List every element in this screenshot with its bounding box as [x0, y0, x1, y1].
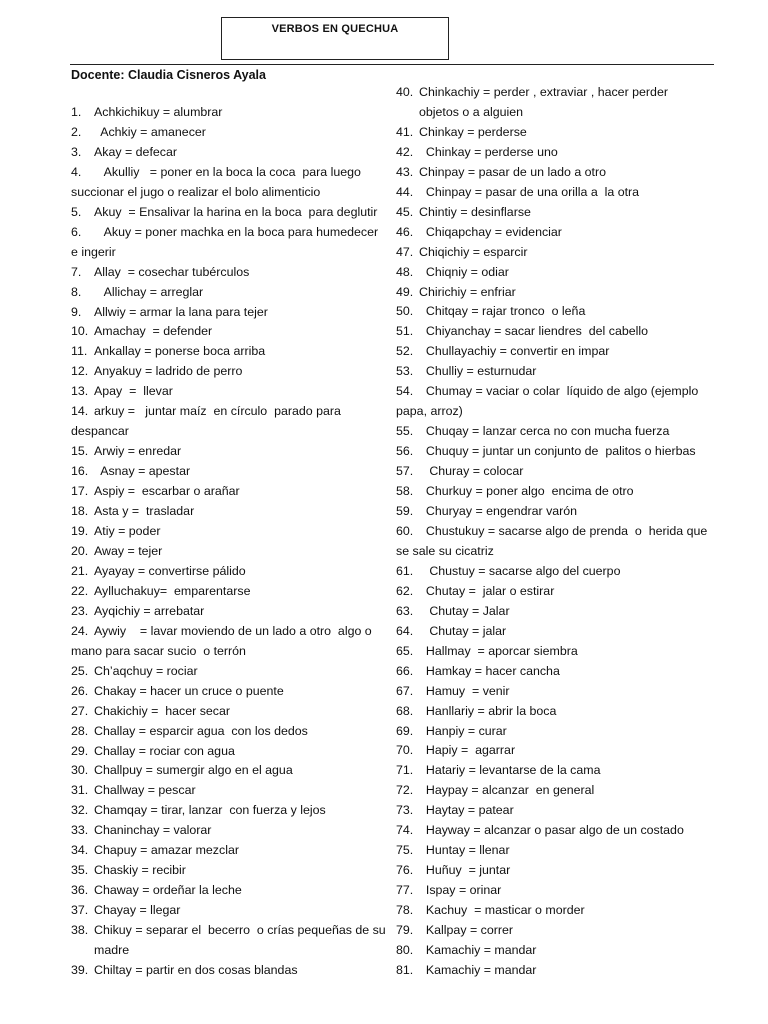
entry-continuation: despancar	[71, 424, 129, 439]
entry-number: 1.	[71, 105, 82, 119]
entry-number: 69.	[396, 723, 414, 738]
verb-entry	[71, 402, 383, 422]
entry-text: Asta y = trasladar	[94, 504, 195, 519]
verb-entry	[71, 841, 383, 861]
entry-number: 51.	[396, 324, 414, 339]
verb-entry	[396, 263, 716, 283]
entry-text: Akulliy = poner en la boca la coca para luego	[94, 164, 361, 179]
verb-entry	[396, 283, 716, 303]
entry-text: Challway = pescar	[94, 783, 196, 798]
entry-text: Apay = llevar	[94, 384, 173, 399]
verb-entry	[396, 522, 716, 542]
entry-text: Kallpay = correr	[419, 923, 514, 938]
entry-text: Hatariy = levantarse de la cama	[419, 763, 601, 778]
entry-number: 47.	[396, 244, 414, 259]
entry-number: 70.	[396, 743, 414, 758]
entry-text: Challay = rociar con agua	[94, 743, 235, 758]
entry-number: 62.	[396, 583, 414, 598]
verb-entry	[396, 442, 716, 462]
entry-number: 61.	[396, 563, 414, 578]
verb-entry	[71, 342, 383, 362]
entry-number: 44.	[396, 184, 414, 199]
entry-text: Chiqichiy = esparcir	[419, 244, 528, 259]
verb-list-left	[71, 103, 386, 981]
verb-entry	[396, 662, 716, 682]
entry-number: 68.	[396, 703, 414, 718]
entry-number: 46.	[396, 224, 414, 239]
entry-number: 10.	[71, 324, 89, 339]
entry-number: 55.	[396, 424, 414, 439]
entry-text: Chitqay = rajar tronco o leña	[419, 304, 586, 319]
entry-text: Hapiy = agarrar	[419, 743, 516, 758]
teacher-name: Docente: Claudia Cisneros Ayala	[71, 68, 266, 82]
verb-entry	[396, 562, 716, 582]
entry-number: 22.	[71, 583, 89, 598]
entry-text: Chiqapchay = evidenciar	[419, 224, 562, 239]
entry-number: 2.	[71, 124, 82, 139]
entry-number: 40.	[396, 85, 414, 99]
entry-text: Aywiy = lavar moviendo de un lado a otro algo o	[94, 623, 372, 638]
entry-text: Chakichiy = hacer secar	[94, 703, 231, 718]
entry-continuation: madre	[94, 943, 130, 958]
verb-entry	[71, 123, 383, 143]
entry-number: 11.	[71, 344, 88, 359]
entry-number: 78.	[396, 903, 414, 918]
entry-number: 48.	[396, 264, 414, 279]
verb-entry	[396, 362, 716, 382]
verb-entry	[396, 582, 716, 602]
entry-text: Allay = cosechar tubérculos	[94, 264, 250, 279]
entry-text: Allwiy = armar la lana para tejer	[94, 304, 268, 319]
entry-text: Kamachiy = mandar	[419, 942, 537, 957]
entry-number: 30.	[71, 763, 89, 778]
entry-number: 54.	[396, 384, 414, 399]
entry-text: Chiltay = partir en dos cosas blandas	[94, 962, 298, 977]
entry-text: Chiqniy = odiar	[419, 264, 509, 279]
verb-entry	[396, 702, 716, 722]
entry-number: 57.	[396, 464, 414, 479]
entry-number: 65.	[396, 643, 414, 658]
entry-text: Chintiy = desinflarse	[419, 204, 531, 219]
entry-text: Chinkay = perderse uno	[419, 144, 558, 159]
verb-entry	[396, 781, 716, 801]
entry-number: 67.	[396, 683, 414, 698]
entry-number: 7.	[71, 264, 82, 279]
entry-text: Amachay = defender	[94, 324, 213, 339]
entry-number: 33.	[71, 823, 89, 838]
document-title: VERBOS EN QUECHUA	[221, 17, 449, 60]
entry-number: 8.	[71, 284, 82, 299]
entry-continuation: objetos o a alguien	[419, 104, 524, 119]
entry-text: Ispay = orinar	[419, 883, 502, 898]
verb-entry	[396, 821, 716, 841]
verb-entry	[396, 203, 716, 223]
entry-text: Chakay = hacer un cruce o puente	[94, 683, 284, 698]
entry-text: Hamuy = venir	[419, 683, 510, 698]
entry-number: 77.	[396, 883, 414, 898]
entry-text: Chaway = ordeñar la leche	[94, 883, 242, 898]
entry-number: 36.	[71, 883, 89, 898]
verb-entry	[396, 741, 716, 761]
entry-text: arkuy = juntar maíz en círculo parado para	[94, 404, 341, 419]
entry-text: Chaskiy = recibir	[94, 863, 186, 878]
entry-text: Ayqichiy = arrebatar	[94, 603, 205, 618]
verb-entry	[396, 881, 716, 901]
entry-number: 58.	[396, 484, 414, 499]
entry-continuation: succionar el jugo o realizar el bolo alimenticio	[71, 184, 321, 199]
verb-entry	[396, 502, 716, 522]
verb-entry	[71, 283, 383, 303]
entry-text: Churay = colocar	[419, 464, 524, 479]
verb-entry	[71, 742, 383, 762]
entry-number: 25.	[71, 663, 89, 678]
entry-text: Atiy = poder	[94, 524, 161, 539]
verb-entry	[396, 761, 716, 781]
verb-entry	[396, 302, 716, 322]
verb-entry	[396, 382, 716, 402]
verb-entry	[71, 961, 383, 981]
entry-continuation: papa, arroz)	[396, 404, 463, 419]
entry-text: Chikuy = separar el becerro o crías pequeñas de su	[94, 923, 386, 938]
verb-entry	[396, 921, 716, 941]
verb-entry	[396, 143, 716, 163]
verb-entry	[396, 163, 716, 183]
entry-number: 21.	[71, 563, 89, 578]
verb-entry	[71, 502, 383, 522]
entry-text: Chaninchay = valorar	[94, 823, 212, 838]
verb-entry	[71, 382, 383, 402]
entry-number: 74.	[396, 823, 414, 838]
verb-entry	[396, 722, 716, 742]
verb-entry	[71, 442, 383, 462]
entry-number: 35.	[71, 863, 89, 878]
entry-continuation: mano para sacar sucio o terrón	[71, 643, 246, 658]
entry-number: 34.	[71, 843, 89, 858]
entry-text: Chiyanchay = sacar liendres del cabello	[419, 324, 649, 339]
entry-text: Allichay = arreglar	[94, 284, 204, 299]
entry-text: Huñuy = juntar	[419, 863, 511, 878]
verb-entry	[71, 761, 383, 781]
verb-entry	[71, 921, 386, 941]
verb-entry	[71, 203, 383, 223]
entry-text: Challay = esparcir agua con los dedos	[94, 723, 308, 738]
verb-entry	[71, 322, 383, 342]
verb-entry	[71, 263, 383, 283]
entry-number: 9.	[71, 304, 82, 319]
verb-entry	[71, 462, 383, 482]
entry-text: Hallmay = aporcar siembra	[419, 643, 578, 658]
entry-number: 38.	[71, 923, 89, 938]
entry-number: 19.	[71, 524, 89, 539]
verb-entry	[71, 901, 383, 921]
verb-entry	[396, 342, 716, 362]
entry-text: Chamqay = tirar, lanzar con fuerza y lejos	[94, 803, 326, 818]
entry-number: 73.	[396, 803, 414, 818]
entry-continuation: se sale su cicatriz	[396, 543, 494, 558]
verb-entry	[71, 582, 383, 602]
entry-number: 64.	[396, 623, 414, 638]
entry-number: 5.	[71, 204, 82, 219]
entry-text: Challpuy = sumergir algo en el agua	[94, 763, 293, 778]
entry-text: Chustukuy = sacarse algo de prenda o herida que	[419, 523, 708, 538]
verb-entry	[71, 662, 383, 682]
verb-entry	[396, 83, 716, 103]
entry-text: Kamachiy = mandar	[419, 962, 537, 977]
entry-text: Akay = defecar	[94, 144, 177, 159]
entry-number: 66.	[396, 663, 414, 678]
verb-entry	[71, 103, 383, 123]
verb-entry	[396, 602, 716, 622]
entry-continuation: e ingerir	[71, 244, 116, 259]
entry-text: Hamkay = hacer cancha	[419, 663, 560, 678]
entry-text: Chutay = Jalar	[419, 603, 510, 618]
verb-entry	[396, 322, 716, 342]
verb-entry	[71, 801, 383, 821]
entry-number: 24.	[71, 623, 89, 638]
entry-number: 52.	[396, 344, 414, 359]
entry-text: Chinkay = perderse	[419, 124, 527, 139]
entry-text: Akuy = poner machka en la boca para humedecer	[94, 224, 379, 239]
entry-text: Aylluchakuy= emparentarse	[94, 583, 251, 598]
verb-entry	[396, 243, 716, 263]
verb-list-right	[396, 83, 716, 981]
entry-number: 15.	[71, 444, 89, 459]
entry-text: Aspiy = escarbar o arañar	[94, 484, 240, 499]
verb-entry	[71, 821, 383, 841]
entry-number: 37.	[71, 903, 89, 918]
verb-entry	[71, 702, 383, 722]
entry-number: 29.	[71, 743, 89, 758]
entry-number: 72.	[396, 783, 414, 798]
entry-text: Huntay = llenar	[419, 843, 510, 858]
verb-entry	[71, 303, 383, 323]
entry-text: Churyay = engendrar varón	[419, 504, 578, 519]
entry-text: Achkiy = amanecer	[94, 124, 206, 139]
verb-entry	[396, 901, 716, 921]
entry-text: Chullayachiy = convertir en impar	[419, 344, 610, 359]
entry-text: Chumay = vaciar o colar líquido de algo (ejemplo	[419, 384, 699, 399]
entry-text: Churkuy = poner algo encima de otro	[419, 484, 634, 499]
verb-entry	[71, 223, 383, 243]
verb-entry	[396, 422, 716, 442]
verb-entry	[71, 622, 383, 642]
entry-number: 26.	[71, 683, 89, 698]
entry-number: 31.	[71, 783, 89, 798]
entry-number: 23.	[71, 603, 89, 618]
entry-number: 50.	[396, 304, 414, 319]
verb-entry	[396, 223, 716, 243]
verb-entry	[396, 622, 716, 642]
verb-entry	[396, 961, 716, 981]
entry-text: Chayay = llegar	[94, 903, 181, 918]
verb-entry	[71, 602, 383, 622]
verb-entry	[71, 362, 383, 382]
entry-number: 39.	[71, 962, 89, 977]
entry-number: 49.	[396, 284, 414, 299]
entry-number: 16.	[71, 464, 89, 479]
verb-entry	[396, 183, 716, 203]
verb-entry	[71, 482, 383, 502]
entry-number: 63.	[396, 603, 414, 618]
entry-number: 53.	[396, 364, 414, 379]
entry-text: Chinpay = pasar de un lado a otro	[419, 164, 607, 179]
verb-entry	[396, 462, 716, 482]
entry-text: Anyakuy = ladrido de perro	[94, 364, 243, 379]
verb-entry	[71, 143, 383, 163]
entry-number: 75.	[396, 843, 414, 858]
entry-text: Chapuy = amazar mezclar	[94, 843, 239, 858]
entry-number: 56.	[396, 444, 414, 459]
entry-number: 18.	[71, 504, 89, 519]
entry-number: 43.	[396, 164, 414, 179]
entry-number: 32.	[71, 803, 89, 818]
entry-text: Achkichikuy = alumbrar	[94, 105, 223, 119]
verb-entry	[396, 801, 716, 821]
entry-text: Chinkachiy = perder , extraviar , hacer perder	[419, 85, 668, 99]
verb-entry	[396, 642, 716, 662]
entry-text: Chinpay = pasar de una orilla a la otra	[419, 184, 640, 199]
entry-text: Haypay = alcanzar en general	[419, 783, 595, 798]
verb-entry	[71, 861, 383, 881]
entry-text: Ankallay = ponerse boca arriba	[94, 344, 266, 359]
entry-number: 3.	[71, 144, 82, 159]
entry-text: Asnay = apestar	[94, 464, 191, 479]
verb-entry	[71, 163, 383, 183]
entry-text: Chulliy = esturnudar	[419, 364, 537, 379]
entry-number: 41.	[396, 124, 414, 139]
entry-number: 45.	[396, 204, 414, 219]
header-divider	[70, 64, 714, 65]
verb-entry	[71, 542, 383, 562]
entry-text: Chuqay = lanzar cerca no con mucha fuerza	[419, 424, 670, 439]
verb-entry	[71, 562, 383, 582]
entry-number: 20.	[71, 543, 89, 558]
verb-entry	[396, 841, 716, 861]
verb-entry	[396, 123, 716, 143]
entry-number: 80.	[396, 942, 414, 957]
verb-entry	[71, 522, 383, 542]
entry-text: Ch’aqchuy = rociar	[94, 663, 198, 678]
entry-number: 4.	[71, 164, 82, 179]
entry-number: 79.	[396, 923, 414, 938]
entry-number: 42.	[396, 144, 414, 159]
entry-number: 17.	[71, 484, 89, 499]
entry-number: 27.	[71, 703, 89, 718]
entry-text: Hanpiy = curar	[419, 723, 507, 738]
entry-number: 28.	[71, 723, 89, 738]
entry-text: Akuy = Ensalivar la harina en la boca para deglutir	[94, 204, 378, 219]
entry-text: Chutay = jalar	[419, 623, 507, 638]
entry-number: 60.	[396, 523, 414, 538]
entry-number: 14.	[71, 404, 89, 419]
entry-number: 6.	[71, 224, 82, 239]
entry-text: Chuquy = juntar un conjunto de palitos o hierbas	[419, 444, 696, 459]
verb-entry	[396, 682, 716, 702]
entry-number: 71.	[396, 763, 414, 778]
verb-entry	[396, 941, 716, 961]
verb-entry	[396, 482, 716, 502]
entry-text: Hayway = alcanzar o pasar algo de un costado	[419, 823, 684, 838]
verb-entry	[71, 781, 383, 801]
entry-text: Hanllariy = abrir la boca	[419, 703, 557, 718]
entry-text: Ayayay = convertirse pálido	[94, 563, 246, 578]
entry-text: Arwiy = enredar	[94, 444, 182, 459]
entry-text: Chirichiy = enfriar	[419, 284, 516, 299]
verb-entry	[71, 682, 383, 702]
verb-entry	[71, 722, 383, 742]
entry-text: Chustuy = sacarse algo del cuerpo	[419, 563, 621, 578]
verb-entry	[71, 881, 383, 901]
entry-text: Kachuy = masticar o morder	[419, 903, 585, 918]
entry-number: 12.	[71, 364, 89, 379]
entry-number: 59.	[396, 504, 414, 519]
entry-text: Haytay = patear	[419, 803, 514, 818]
entry-number: 76.	[396, 863, 414, 878]
entry-number: 13.	[71, 384, 89, 399]
verb-entry	[396, 861, 716, 881]
entry-number: 81.	[396, 962, 414, 977]
entry-text: Away = tejer	[94, 543, 163, 558]
entry-text: Chutay = jalar o estirar	[419, 583, 555, 598]
